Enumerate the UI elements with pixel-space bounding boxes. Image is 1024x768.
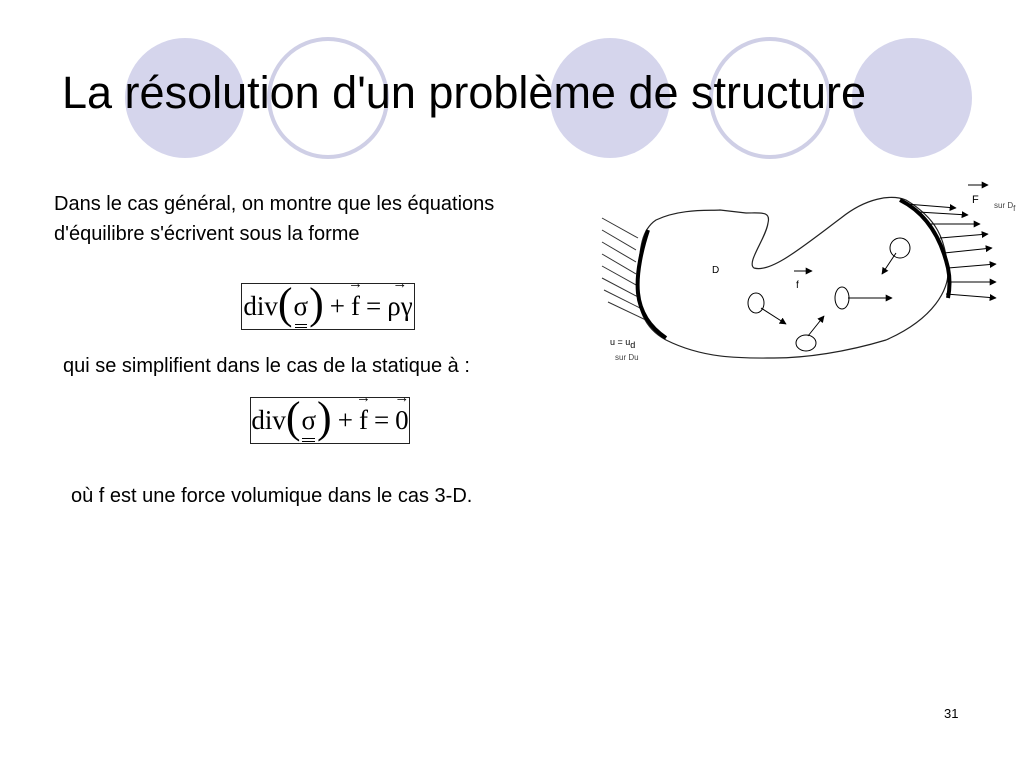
- volume-force-arrows: [748, 238, 910, 351]
- label-sur-Df: sur Df: [994, 201, 1016, 213]
- eq1-equals: =: [365, 291, 382, 321]
- intro-line-1: Dans le cas général, on montre que les équations: [54, 193, 495, 215]
- eq1-sigma: σ: [293, 291, 309, 321]
- eq2-f-vector: → f: [359, 405, 368, 436]
- equation-static: [250, 392, 410, 444]
- structure-diagram: [596, 178, 1024, 368]
- body-outline: [638, 197, 948, 358]
- intro-line-2: d'équilibre s'écrivent sous la forme: [54, 223, 360, 245]
- eq2-plus: +: [337, 405, 353, 435]
- eq2-paren-open: (: [285, 392, 301, 442]
- static-text: qui se simplifient dans le cas de la statique à :: [63, 355, 470, 377]
- eq1-paren-close: ): [309, 278, 324, 328]
- eq1-rho-gamma: → ργ: [387, 291, 412, 322]
- eq1-plus: +: [329, 291, 345, 321]
- label-D: D: [712, 265, 720, 276]
- eq2-zero-vector: → 0: [395, 405, 409, 436]
- slide-title: La résolution d'un problème de structure: [62, 67, 867, 118]
- label-sur-Du: sur Du: [615, 353, 639, 362]
- note-text: où f est une force volumique dans le cas 3-D.: [71, 485, 473, 507]
- deco-circle-5: [852, 38, 972, 158]
- page-number: 31: [944, 706, 959, 721]
- equation-dynamic: [241, 278, 415, 330]
- label-u-ud: u = ud: [610, 337, 636, 350]
- label-F: F: [972, 194, 979, 206]
- eq2-sigma: σ: [301, 405, 317, 435]
- eq1-paren-open: (: [277, 278, 293, 328]
- eq1-f-vector: → f: [351, 291, 360, 322]
- eq2-paren-close: ): [317, 392, 332, 442]
- eq2-div: div: [251, 405, 286, 435]
- eq1-div: div: [243, 291, 278, 321]
- intro-paragraph: [54, 189, 494, 249]
- label-f: f: [796, 280, 799, 291]
- eq2-equals: =: [373, 405, 390, 435]
- support-boundary: [638, 230, 666, 338]
